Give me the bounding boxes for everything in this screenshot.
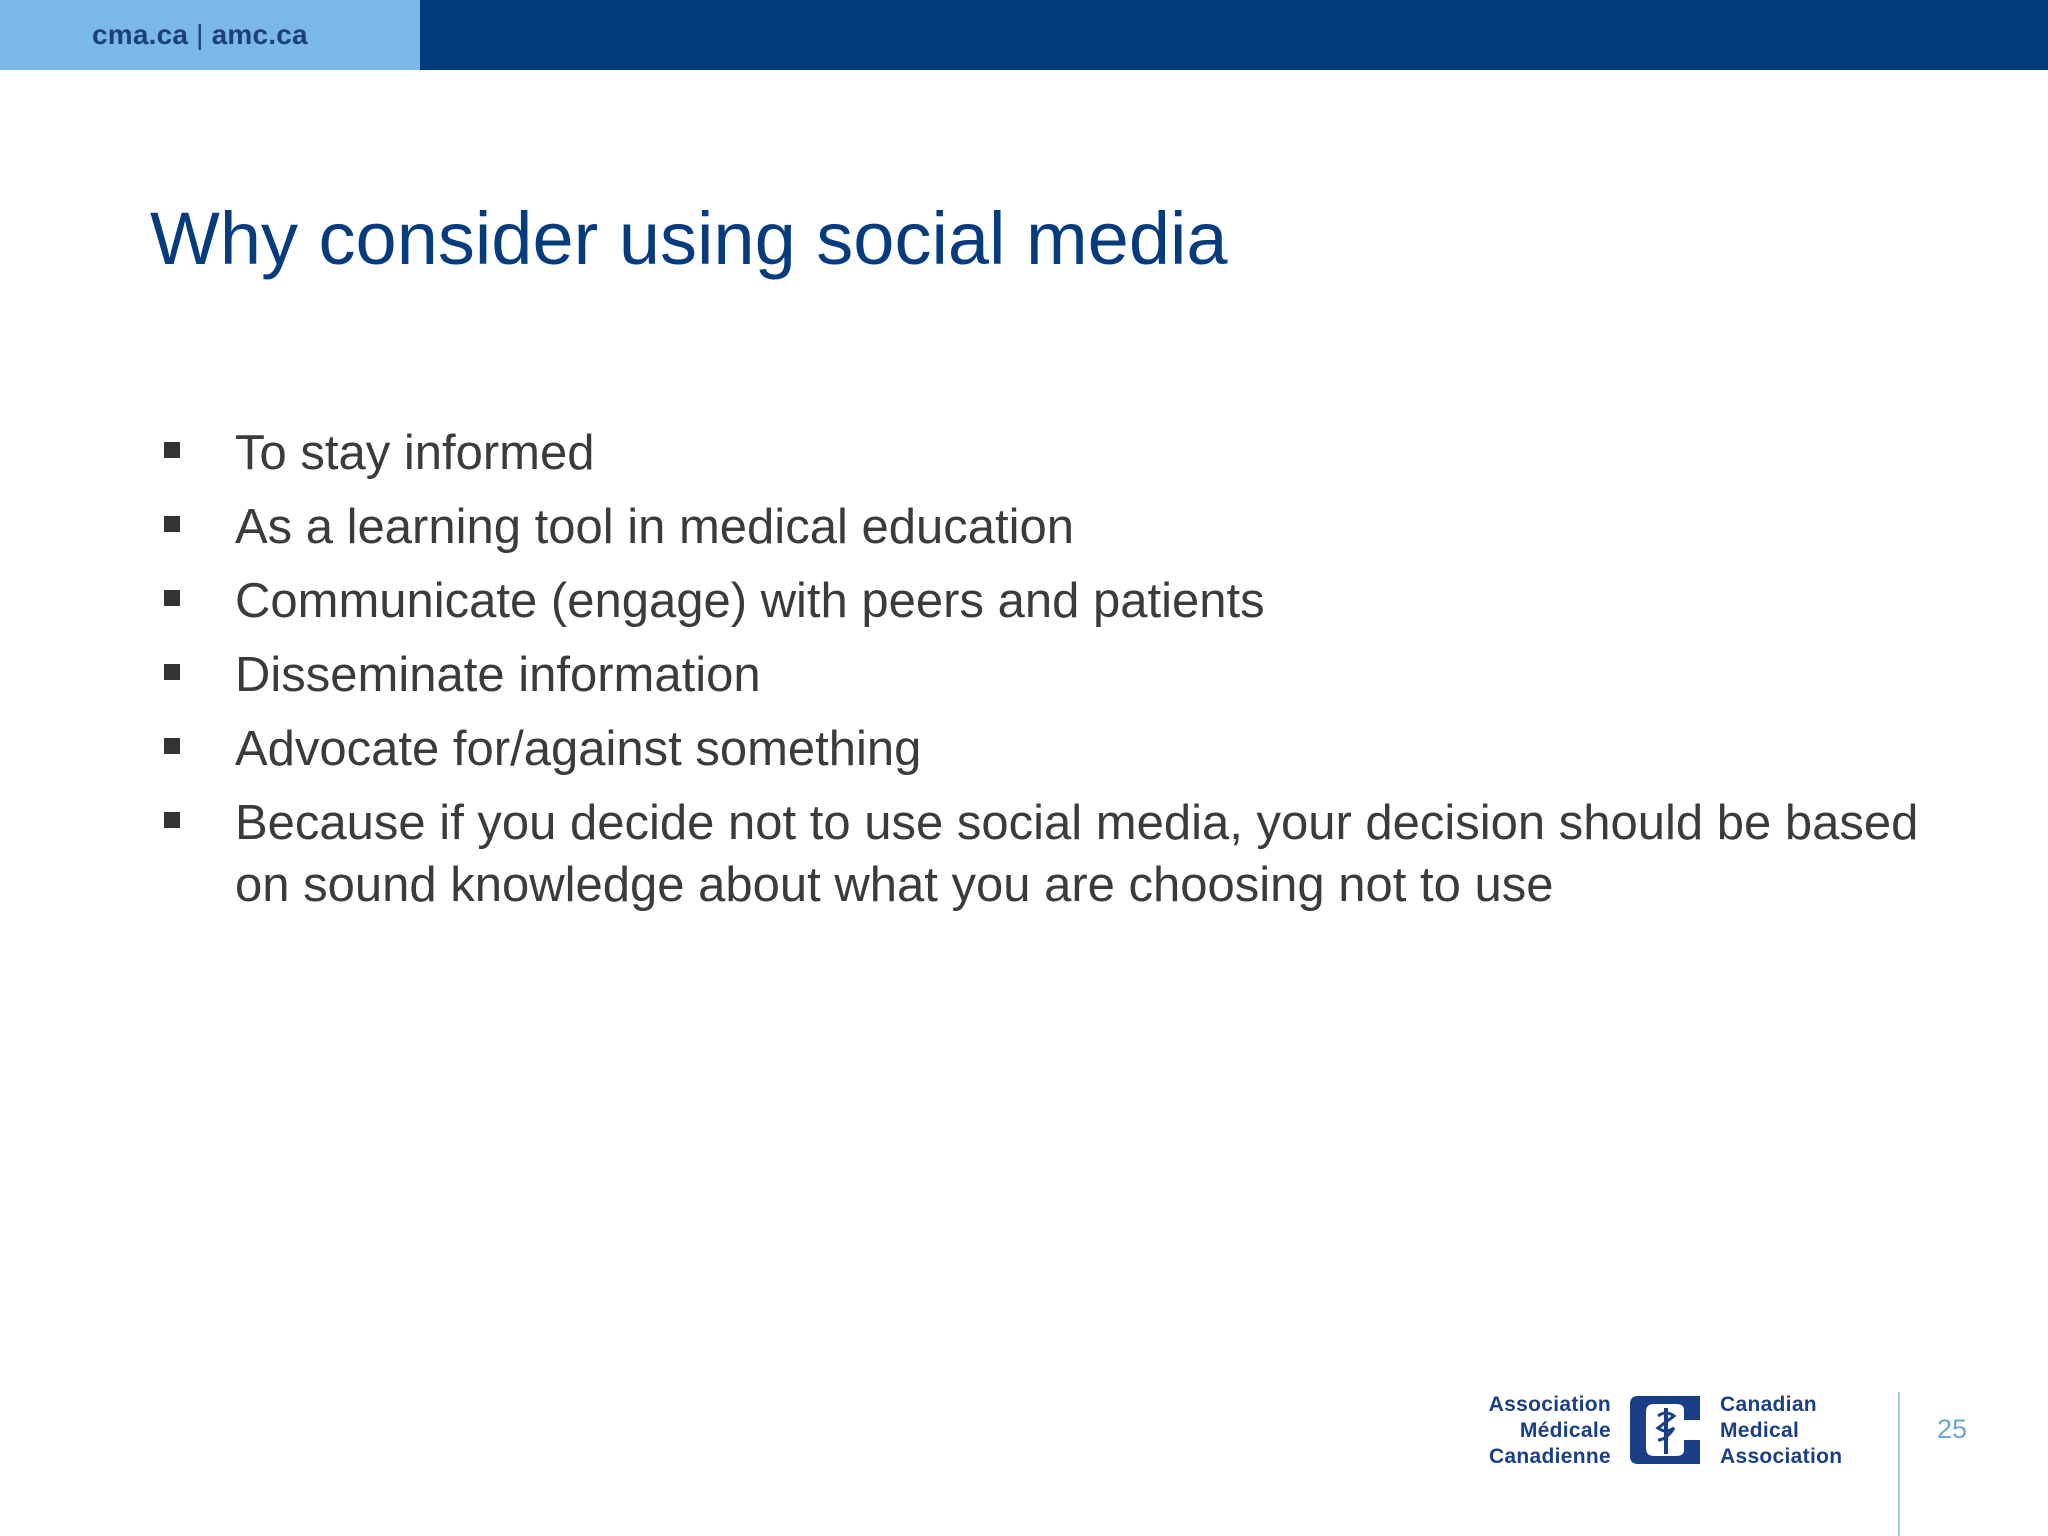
logo-word: Association — [1488, 1393, 1611, 1416]
cma-link[interactable]: cma.ca — [92, 19, 189, 50]
square-bullet-icon — [164, 738, 180, 754]
bullet-text: As a learning tool in medical education — [235, 500, 1074, 554]
square-bullet-icon — [164, 442, 180, 458]
amc-link[interactable]: amc.ca — [211, 19, 308, 50]
bullet-item — [160, 496, 1920, 558]
logo-word: Médicale — [1519, 1419, 1611, 1442]
bullet-text: Advocate for/against something — [235, 722, 922, 776]
cma-logo — [1476, 1390, 1856, 1472]
page-number: 25 — [1936, 1414, 1968, 1444]
footer-divider — [1898, 1392, 1900, 1536]
logo-word: Canadienne — [1488, 1445, 1611, 1468]
link-separator: | — [196, 19, 204, 50]
logo-text-french — [1476, 1392, 1611, 1470]
bullet-item — [160, 644, 1920, 706]
logo-word: Medical — [1720, 1419, 1800, 1442]
slide-title: Why consider using social media — [150, 197, 1228, 280]
bullet-text: Because if you decide not to use social media, your decision should be based on sound knowledge about what you are choosing not to use — [235, 796, 1919, 912]
bullet-list — [160, 422, 1920, 928]
bullet-item — [160, 792, 1920, 916]
bullet-item — [160, 718, 1920, 780]
bullet-text: Communicate (engage) with peers and patients — [235, 574, 1265, 628]
site-links — [92, 19, 308, 51]
top-banner — [0, 0, 2048, 70]
site-links-panel — [0, 0, 420, 70]
bullet-item — [160, 422, 1920, 484]
square-bullet-icon — [164, 516, 180, 532]
caduceus-c-icon — [1626, 1390, 1706, 1470]
square-bullet-icon — [164, 812, 180, 828]
bullet-item — [160, 570, 1920, 632]
logo-word: Association — [1720, 1445, 1843, 1468]
logo-text-english — [1720, 1392, 1870, 1470]
bullet-text: To stay informed — [235, 426, 595, 480]
square-bullet-icon — [164, 664, 180, 680]
bullet-text: Disseminate information — [235, 648, 761, 702]
square-bullet-icon — [164, 590, 180, 606]
logo-word: Canadian — [1720, 1393, 1817, 1416]
